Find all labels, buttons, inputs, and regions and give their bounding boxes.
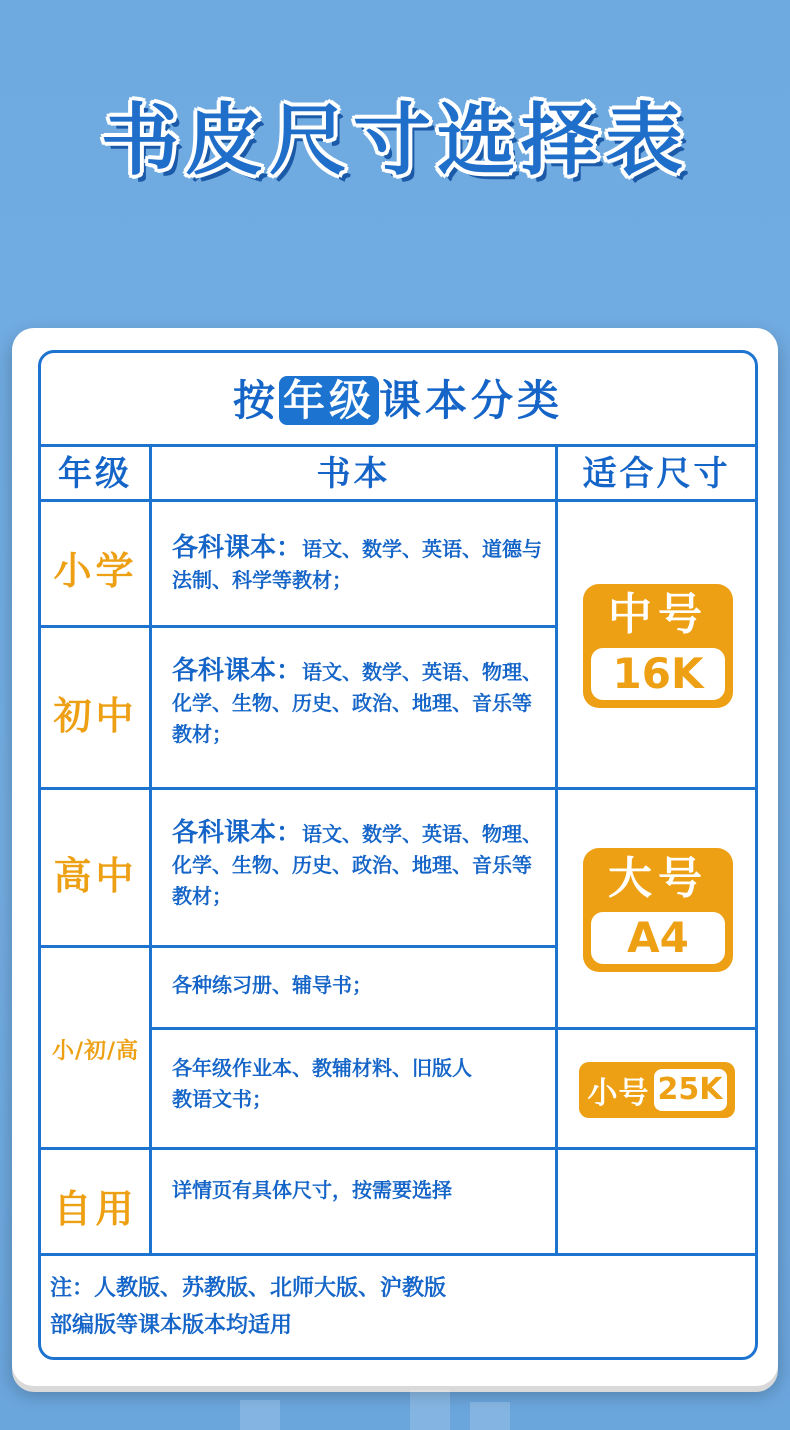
size-badge-small — [579, 1062, 735, 1118]
description-lead: 各科课本： — [172, 818, 303, 848]
size-value: 25K — [654, 1069, 727, 1111]
description-text: 语文、数学、英语、物理、化学、生物、历史、政治、地理、音乐等教材； — [172, 822, 543, 908]
grade-label: 高中 — [53, 854, 138, 898]
description-lead: 各科课本： — [172, 533, 303, 563]
grade-label: 小学 — [53, 549, 138, 593]
size-value: A4 — [591, 912, 725, 964]
column-header-grade: 年级 — [58, 454, 132, 494]
grade-label: 自用 — [53, 1187, 138, 1231]
book-description — [172, 533, 542, 596]
book-description: 各年级作业本、教辅材料、旧版人教语文书； — [172, 1056, 472, 1111]
description-text: 语文、数学、英语、道德与法制、科学等教材； — [172, 537, 543, 592]
book-description — [172, 656, 542, 750]
size-badge-large — [583, 848, 733, 972]
page-title: 书皮尺寸选择表 — [100, 96, 689, 186]
footnote-line: 部编版等课本版本均适用 — [50, 1313, 293, 1338]
size-value: 16K — [591, 648, 725, 700]
table-heading — [38, 368, 758, 428]
size-name: 大号 — [608, 853, 708, 904]
column-header-book: 书本 — [316, 454, 391, 494]
footnote-line: 注：人教版、苏教版、北师大版、沪教版 — [50, 1276, 447, 1301]
size-badge-medium — [583, 584, 733, 708]
book-description — [172, 818, 542, 912]
heading-prefix: 按 — [232, 376, 279, 425]
size-name: 小号 — [587, 1076, 650, 1111]
heading-highlight: 年级 — [279, 376, 379, 425]
book-description: 详情页有具体尺寸，按需要选择 — [172, 1178, 452, 1202]
book-description: 各种练习册、辅导书； — [172, 973, 372, 997]
divider — [150, 1027, 755, 1030]
column-header-size: 适合尺寸 — [582, 454, 731, 494]
background-decoration — [470, 1402, 510, 1430]
description-lead: 各科课本： — [172, 656, 303, 686]
background-decoration — [410, 1390, 450, 1430]
divider — [41, 625, 557, 628]
heading-suffix: 课本分类 — [379, 376, 564, 425]
footnote — [50, 1270, 740, 1344]
description-text: 语文、数学、英语、物理、化学、生物、历史、政治、地理、音乐等教材； — [172, 660, 543, 746]
divider — [41, 945, 557, 948]
background-decoration — [240, 1400, 280, 1430]
divider — [555, 444, 558, 1256]
grade-label: 初中 — [53, 694, 138, 738]
grade-label: 小/初/高 — [51, 1039, 140, 1064]
size-name: 中号 — [608, 589, 708, 640]
